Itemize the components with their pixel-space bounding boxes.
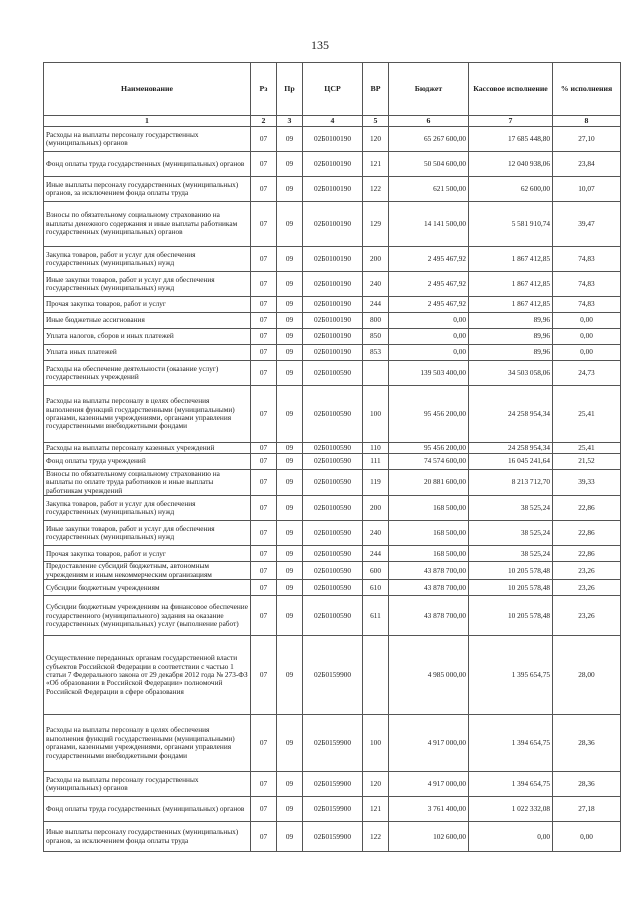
- row-cash: 1 022 332,08: [469, 797, 553, 822]
- table-row: [44, 772, 621, 797]
- row-rz: 07: [251, 797, 277, 822]
- row-rz: 07: [251, 272, 277, 297]
- row-csr: 02Б0100190: [303, 272, 363, 297]
- row-name: Закупка товаров, работ и услуг для обеспечения государственных (муниципальных) нужд: [44, 496, 251, 521]
- row-percent: 0,00: [553, 329, 621, 345]
- row-name: Иные выплаты персоналу государственных (муниципальных) органов, за исключением фонда оплаты труда: [44, 822, 251, 852]
- row-budget: 95 456 200,00: [389, 443, 469, 454]
- row-csr: 02Б0100190: [303, 297, 363, 313]
- row-name: Закупка товаров, работ и услуг для обеспечения государственных (муниципальных) нужд: [44, 247, 251, 272]
- row-rz: 07: [251, 329, 277, 345]
- header-cell: Наименование: [44, 63, 251, 116]
- row-csr: 02Б0100190: [303, 329, 363, 345]
- row-vr: 120: [363, 772, 389, 797]
- row-name: Расходы на выплаты персоналу в целях обеспечения выполнения функций государственными (муниципальными) органами, казенными учреждениями, органами управления государственными внебюджетными фондами: [44, 715, 251, 772]
- row-cash: 10 205 578,48: [469, 562, 553, 580]
- column-number: 7: [469, 116, 553, 127]
- row-pr: 09: [277, 443, 303, 454]
- row-percent: 74,83: [553, 247, 621, 272]
- row-percent: 23,26: [553, 580, 621, 596]
- row-csr: 02Б0100590: [303, 386, 363, 443]
- column-number-row: [44, 116, 621, 127]
- row-vr: 244: [363, 546, 389, 562]
- row-cash: 10 205 578,48: [469, 580, 553, 596]
- row-budget: 14 141 500,00: [389, 202, 469, 247]
- row-cash: 1 394 654,75: [469, 772, 553, 797]
- row-pr: 09: [277, 454, 303, 470]
- row-rz: 07: [251, 297, 277, 313]
- row-vr: 600: [363, 562, 389, 580]
- row-budget: 95 456 200,00: [389, 386, 469, 443]
- row-csr: 02Б0100590: [303, 562, 363, 580]
- row-budget: 168 500,00: [389, 496, 469, 521]
- row-percent: 24,73: [553, 361, 621, 386]
- row-vr: 200: [363, 496, 389, 521]
- row-pr: 09: [277, 715, 303, 772]
- row-rz: 07: [251, 546, 277, 562]
- row-budget: 139 503 400,00: [389, 361, 469, 386]
- row-budget: 65 267 600,00: [389, 127, 469, 152]
- row-cash: 10 205 578,48: [469, 596, 553, 636]
- row-pr: 09: [277, 127, 303, 152]
- row-percent: 74,83: [553, 272, 621, 297]
- row-name: Уплата иных платежей: [44, 345, 251, 361]
- row-name: Расходы на выплаты персоналу государственных (муниципальных) органов: [44, 127, 251, 152]
- row-rz: 07: [251, 152, 277, 177]
- row-pr: 09: [277, 152, 303, 177]
- row-vr: 119: [363, 470, 389, 496]
- row-vr: 121: [363, 797, 389, 822]
- row-pr: 09: [277, 345, 303, 361]
- row-budget: 74 574 600,00: [389, 454, 469, 470]
- row-name: Взносы по обязательному социальному страхованию на выплаты по оплате труда работников и иные выплаты работникам учреждений: [44, 470, 251, 496]
- row-pr: 09: [277, 580, 303, 596]
- row-vr: [363, 361, 389, 386]
- row-cash: 24 258 954,34: [469, 386, 553, 443]
- column-number: 2: [251, 116, 277, 127]
- row-budget: 43 878 700,00: [389, 596, 469, 636]
- row-rz: 07: [251, 313, 277, 329]
- row-vr: 121: [363, 152, 389, 177]
- row-pr: 09: [277, 797, 303, 822]
- row-name: Расходы на обеспечение деятельности (оказание услуг) государственных учреждений: [44, 361, 251, 386]
- row-csr: 02Б0100590: [303, 496, 363, 521]
- row-percent: 28,00: [553, 636, 621, 715]
- row-vr: 610: [363, 580, 389, 596]
- row-pr: 09: [277, 361, 303, 386]
- row-percent: 74,83: [553, 297, 621, 313]
- row-vr: 200: [363, 247, 389, 272]
- row-csr: 02Б0100590: [303, 580, 363, 596]
- row-vr: 120: [363, 127, 389, 152]
- row-rz: 07: [251, 715, 277, 772]
- row-name: Иные бюджетные ассигнования: [44, 313, 251, 329]
- row-name: Иные закупки товаров, работ и услуг для обеспечения государственных (муниципальных) нужд: [44, 521, 251, 546]
- row-pr: 09: [277, 202, 303, 247]
- row-pr: 09: [277, 272, 303, 297]
- row-pr: 09: [277, 297, 303, 313]
- row-cash: 38 525,24: [469, 521, 553, 546]
- row-pr: 09: [277, 313, 303, 329]
- row-csr: 02Б0100190: [303, 345, 363, 361]
- table-row: [44, 562, 621, 580]
- row-vr: [363, 636, 389, 715]
- row-name: Иные закупки товаров, работ и услуг для обеспечения государственных (муниципальных) нужд: [44, 272, 251, 297]
- row-vr: 100: [363, 386, 389, 443]
- row-rz: 07: [251, 247, 277, 272]
- row-budget: 0,00: [389, 345, 469, 361]
- column-number: 4: [303, 116, 363, 127]
- header-cell: Пр: [277, 63, 303, 116]
- row-percent: 25,41: [553, 386, 621, 443]
- row-vr: 800: [363, 313, 389, 329]
- row-rz: 07: [251, 454, 277, 470]
- table-row: [44, 521, 621, 546]
- row-name: Субсидии бюджетным учреждениям на финансовое обеспечение государственного (муниципального) задания на оказание государственных (муниципальных) услуг (выполнение работ): [44, 596, 251, 636]
- table-row: [44, 177, 621, 202]
- row-csr: 02Б0159900: [303, 636, 363, 715]
- row-pr: 09: [277, 386, 303, 443]
- row-name: Прочая закупка товаров, работ и услуг: [44, 546, 251, 562]
- table-row: [44, 822, 621, 852]
- row-percent: 28,36: [553, 715, 621, 772]
- row-percent: 23,26: [553, 562, 621, 580]
- header-cell: ЦСР: [303, 63, 363, 116]
- row-percent: 22,86: [553, 496, 621, 521]
- row-budget: 4 985 000,00: [389, 636, 469, 715]
- row-percent: 10,07: [553, 177, 621, 202]
- table-body: [44, 127, 621, 852]
- row-name: Расходы на выплаты персоналу в целях обеспечения выполнения функций государственными (муниципальными) органами, казенными учреждениями, органами управления государственными внебюджетными фондами: [44, 386, 251, 443]
- row-pr: 09: [277, 562, 303, 580]
- row-rz: 07: [251, 127, 277, 152]
- table-row: [44, 297, 621, 313]
- row-name: Фонд оплаты труда государственных (муниципальных) органов: [44, 797, 251, 822]
- row-name: Уплата налогов, сборов и иных платежей: [44, 329, 251, 345]
- row-csr: 02Б0100190: [303, 313, 363, 329]
- row-percent: 0,00: [553, 345, 621, 361]
- table-row: [44, 152, 621, 177]
- row-percent: 28,36: [553, 772, 621, 797]
- row-pr: 09: [277, 636, 303, 715]
- row-rz: 07: [251, 202, 277, 247]
- table-row: [44, 202, 621, 247]
- row-pr: 09: [277, 546, 303, 562]
- row-cash: 17 685 448,80: [469, 127, 553, 152]
- row-pr: 09: [277, 822, 303, 852]
- row-cash: 24 258 954,34: [469, 443, 553, 454]
- table-row: [44, 313, 621, 329]
- row-cash: 62 600,00: [469, 177, 553, 202]
- row-rz: 07: [251, 361, 277, 386]
- budget-table: [43, 62, 621, 852]
- row-csr: 02Б0100590: [303, 470, 363, 496]
- row-csr: 02Б0159900: [303, 797, 363, 822]
- row-budget: 168 500,00: [389, 546, 469, 562]
- row-name: Фонд оплаты труда учреждений: [44, 454, 251, 470]
- table-row: [44, 596, 621, 636]
- row-vr: 110: [363, 443, 389, 454]
- row-vr: 122: [363, 177, 389, 202]
- row-vr: 122: [363, 822, 389, 852]
- row-cash: 38 525,24: [469, 496, 553, 521]
- table-row: [44, 580, 621, 596]
- row-percent: 25,41: [553, 443, 621, 454]
- page-number: 135: [311, 38, 329, 52]
- row-rz: 07: [251, 521, 277, 546]
- row-budget: 43 878 700,00: [389, 562, 469, 580]
- row-budget: 0,00: [389, 329, 469, 345]
- header-cell: Кассовое исполнение: [469, 63, 553, 116]
- row-percent: 39,33: [553, 470, 621, 496]
- row-name: Расходы на выплаты персоналу казенных учреждений: [44, 443, 251, 454]
- row-rz: 07: [251, 386, 277, 443]
- row-cash: 34 503 058,06: [469, 361, 553, 386]
- header-cell: ВР: [363, 63, 389, 116]
- row-csr: 02Б0100190: [303, 247, 363, 272]
- row-csr: 02Б0100190: [303, 127, 363, 152]
- row-vr: 244: [363, 297, 389, 313]
- row-cash: 1 867 412,85: [469, 297, 553, 313]
- row-pr: 09: [277, 177, 303, 202]
- row-pr: 09: [277, 496, 303, 521]
- row-vr: 240: [363, 521, 389, 546]
- row-cash: 0,00: [469, 822, 553, 852]
- row-pr: 09: [277, 329, 303, 345]
- row-rz: 07: [251, 443, 277, 454]
- row-vr: 853: [363, 345, 389, 361]
- row-pr: 09: [277, 521, 303, 546]
- row-percent: 0,00: [553, 313, 621, 329]
- table-row: [44, 470, 621, 496]
- row-percent: 27,18: [553, 797, 621, 822]
- header-cell: % исполнения: [553, 63, 621, 116]
- row-cash: 1 395 654,75: [469, 636, 553, 715]
- row-percent: 0,00: [553, 822, 621, 852]
- column-number: 3: [277, 116, 303, 127]
- row-cash: 89,96: [469, 313, 553, 329]
- row-budget: 168 500,00: [389, 521, 469, 546]
- row-budget: 3 761 400,00: [389, 797, 469, 822]
- row-name: Расходы на выплаты персоналу государственных (муниципальных) органов: [44, 772, 251, 797]
- row-rz: 07: [251, 496, 277, 521]
- row-name: Взносы по обязательному социальному страхованию на выплаты денежного содержания и иные выплаты работникам государственных (муниципальных) органов: [44, 202, 251, 247]
- row-budget: 20 881 600,00: [389, 470, 469, 496]
- row-budget: 2 495 467,92: [389, 247, 469, 272]
- table-row: [44, 636, 621, 715]
- row-cash: 1 394 654,75: [469, 715, 553, 772]
- row-csr: 02Б0100590: [303, 361, 363, 386]
- row-rz: 07: [251, 772, 277, 797]
- row-name: Фонд оплаты труда государственных (муниципальных) органов: [44, 152, 251, 177]
- table-row: [44, 386, 621, 443]
- table-row: [44, 272, 621, 297]
- row-vr: 129: [363, 202, 389, 247]
- row-percent: 39,47: [553, 202, 621, 247]
- header-row: [44, 63, 621, 116]
- row-budget: 43 878 700,00: [389, 580, 469, 596]
- row-percent: 22,86: [553, 546, 621, 562]
- row-pr: 09: [277, 596, 303, 636]
- row-cash: 1 867 412,85: [469, 272, 553, 297]
- row-budget: 50 504 600,00: [389, 152, 469, 177]
- row-rz: 07: [251, 562, 277, 580]
- row-budget: 0,00: [389, 313, 469, 329]
- header-cell: Рз: [251, 63, 277, 116]
- table-row: [44, 546, 621, 562]
- row-budget: 2 495 467,92: [389, 297, 469, 313]
- row-csr: 02Б0100590: [303, 454, 363, 470]
- row-percent: 23,84: [553, 152, 621, 177]
- column-number: 8: [553, 116, 621, 127]
- row-cash: 8 213 712,70: [469, 470, 553, 496]
- table-row: [44, 715, 621, 772]
- row-cash: 1 867 412,85: [469, 247, 553, 272]
- table-row: [44, 345, 621, 361]
- row-csr: 02Б0159900: [303, 715, 363, 772]
- row-percent: 22,86: [553, 521, 621, 546]
- row-budget: 4 917 000,00: [389, 772, 469, 797]
- column-number: 5: [363, 116, 389, 127]
- table-row: [44, 797, 621, 822]
- table-row: [44, 454, 621, 470]
- row-csr: 02Б0100590: [303, 546, 363, 562]
- row-rz: 07: [251, 177, 277, 202]
- table-row: [44, 496, 621, 521]
- row-cash: 5 581 910,74: [469, 202, 553, 247]
- row-csr: 02Б0100590: [303, 521, 363, 546]
- row-csr: 02Б0100190: [303, 177, 363, 202]
- row-cash: 12 040 938,06: [469, 152, 553, 177]
- row-percent: 23,26: [553, 596, 621, 636]
- row-budget: 102 600,00: [389, 822, 469, 852]
- row-csr: 02Б0100590: [303, 596, 363, 636]
- row-pr: 09: [277, 247, 303, 272]
- row-budget: 2 495 467,92: [389, 272, 469, 297]
- column-number: 6: [389, 116, 469, 127]
- row-csr: 02Б0100190: [303, 202, 363, 247]
- row-vr: 611: [363, 596, 389, 636]
- row-rz: 07: [251, 580, 277, 596]
- row-vr: 240: [363, 272, 389, 297]
- row-rz: 07: [251, 822, 277, 852]
- row-budget: 621 500,00: [389, 177, 469, 202]
- table-row: [44, 361, 621, 386]
- row-name: Субсидии бюджетным учреждениям: [44, 580, 251, 596]
- row-csr: 02Б0100590: [303, 443, 363, 454]
- row-rz: 07: [251, 596, 277, 636]
- table-row: [44, 247, 621, 272]
- row-rz: 07: [251, 636, 277, 715]
- row-cash: 38 525,24: [469, 546, 553, 562]
- row-budget: 4 917 000,00: [389, 715, 469, 772]
- row-name: Предоставление субсидий бюджетным, автономным учреждениям и иным некоммерческим организациям: [44, 562, 251, 580]
- row-name: Осуществление переданных органам государственной власти субъектов Российской Федерации в соответствии с частью 1 статьи 7 Федерального закона от 29 декабря 2012 года № 273-ФЗ «Об образовании в Российской Федерации» полномочий Российской Федерации в сфере образования: [44, 636, 251, 715]
- row-csr: 02Б0159900: [303, 772, 363, 797]
- row-name: Иные выплаты персоналу государственных (муниципальных) органов, за исключением фонда оплаты труда: [44, 177, 251, 202]
- header-cell: Бюджет: [389, 63, 469, 116]
- row-rz: 07: [251, 345, 277, 361]
- row-cash: 89,96: [469, 345, 553, 361]
- row-name: Прочая закупка товаров, работ и услуг: [44, 297, 251, 313]
- table-row: [44, 127, 621, 152]
- column-number: 1: [44, 116, 251, 127]
- row-pr: 09: [277, 772, 303, 797]
- row-cash: 16 045 241,64: [469, 454, 553, 470]
- table-row: [44, 443, 621, 454]
- row-csr: 02Б0159900: [303, 822, 363, 852]
- row-rz: 07: [251, 470, 277, 496]
- table-row: [44, 329, 621, 345]
- row-pr: 09: [277, 470, 303, 496]
- row-percent: 27,10: [553, 127, 621, 152]
- row-csr: 02Б0100190: [303, 152, 363, 177]
- row-vr: 850: [363, 329, 389, 345]
- row-vr: 111: [363, 454, 389, 470]
- row-vr: 100: [363, 715, 389, 772]
- row-percent: 21,52: [553, 454, 621, 470]
- row-cash: 89,96: [469, 329, 553, 345]
